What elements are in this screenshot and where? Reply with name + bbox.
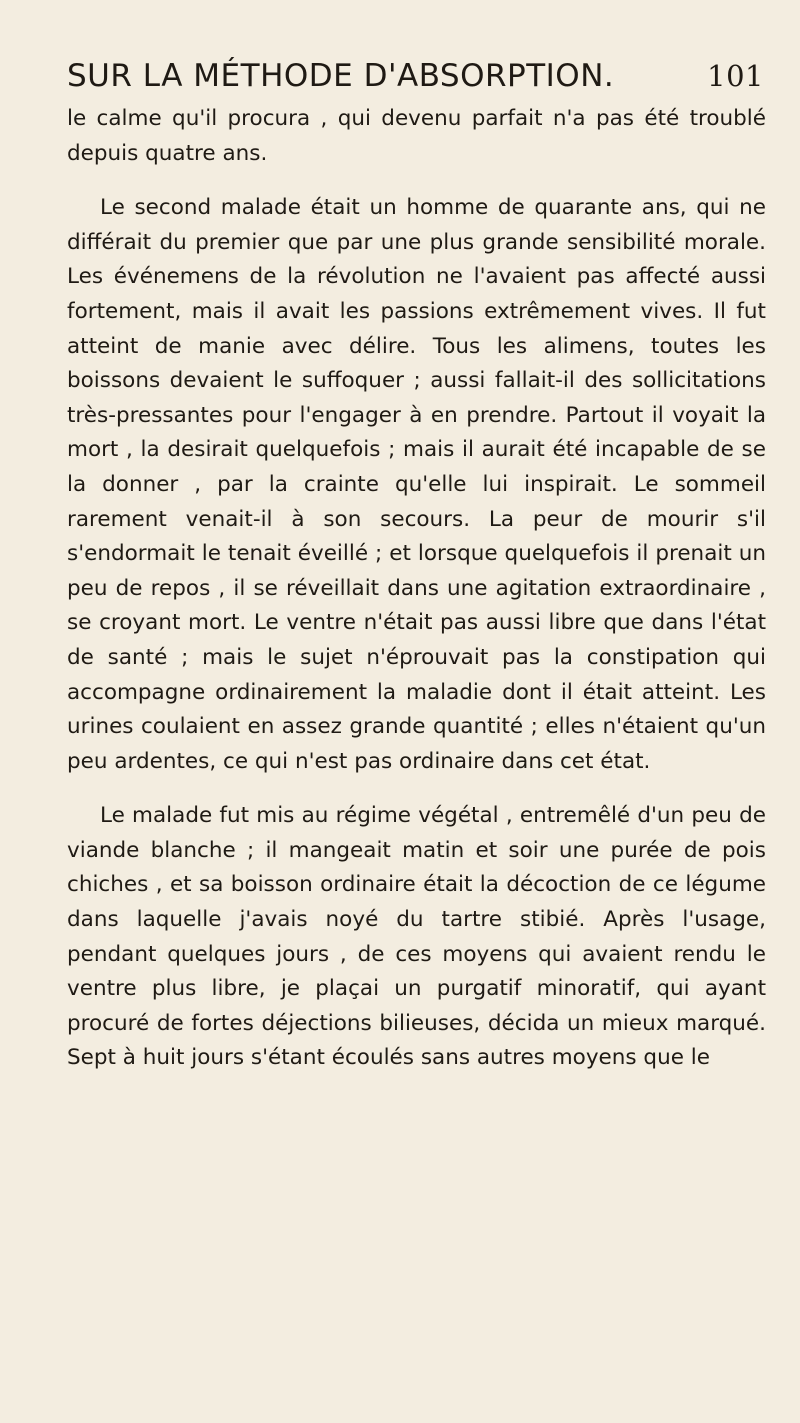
running-head bbox=[67, 56, 766, 96]
paragraph-treatment: Le malade fut mis au régime végétal , entremêlé d'un peu de viande blanche ; il mangeait matin et soir une purée de pois chiches , et sa boisson ordinaire était la décoction de ce légume dans laquelle j'avais noyé du tartre stibié. Après l'usage, pendant quelques jours , de ces moyens qui avaient rendu le ventre plus libre, je plaçai un purgatif minoratif, qui ayant procuré de fortes déjections bilieuses, décida un mieux marqué. Sept à huit jours s'étant écoulés sans autres moyens que le bbox=[67, 803, 766, 1071]
paragraph-gap bbox=[67, 779, 766, 799]
running-head-title: SUR LA MÉTHODE D'ABSORPTION. bbox=[67, 58, 615, 94]
body-text bbox=[67, 102, 766, 1076]
paragraph-gap bbox=[67, 171, 766, 191]
page-number: 101 bbox=[707, 59, 764, 93]
paragraph-continuation: le calme qu'il procura , qui devenu parfait n'a pas été troublé depuis quatre ans. bbox=[67, 106, 766, 166]
paragraph-second-patient: Le second malade était un homme de quarante ans, qui ne différait du premier que par une plus grande sensibilité morale. Les événemens de la révolution ne l'avaient pas affecté aussi fortement, mais il avait les passions extrêmement vives. Il fut atteint de manie avec délire. Tous les alimens, toutes les boissons devaient le suffoquer ; aussi fallait-il des sollicitations très-pressantes pour l'engager à en prendre. Partout il voyait la mort , la desirait quelquefois ; mais il aurait été incapable de se la donner , par la crainte qu'elle lui inspirait. Le sommeil rarement venait-il à son secours. La peur de mourir s'il s'endormait le tenait éveillé ; et lorsque quelquefois il prenait un peu de repos , il se réveillait dans une agitation extraordinaire , se croyant mort. Le ventre n'était pas aussi libre que dans l'état de santé ; mais le sujet n'éprouvait pas la constipation qui accompagne ordinairement la maladie dont il était atteint. Les urines coulaient en assez grande quantité ; elles n'étaient qu'un peu ardentes, ce qui n'est pas ordinaire dans cet état. bbox=[67, 195, 766, 774]
